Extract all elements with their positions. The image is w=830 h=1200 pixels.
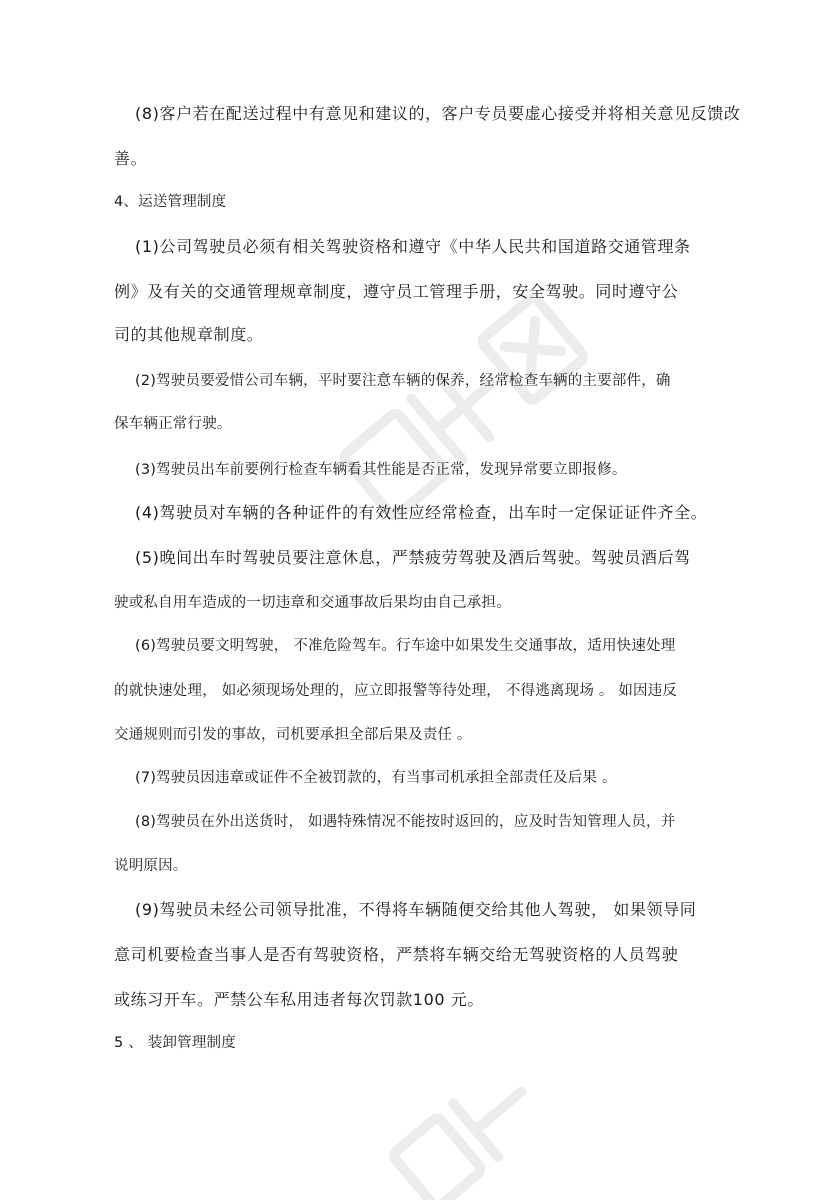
paragraph-line: 的就快速处理， 如必须现场处理的，应立即报警等待处理， 不得逃离现场 。 如因违反 [114, 683, 678, 699]
paragraph-line: 说明原因。 [114, 858, 188, 874]
paragraph-line: (5)晚间出车时驾驶员要注意休息，严禁疲劳驾驶及酒后驾驶。驾驶员酒后驾 [135, 548, 691, 567]
paragraph-line: (3)驾驶员出车前要例行检查车辆看其性能是否正常，发现异常要立即报修。 [135, 462, 627, 478]
paragraph-line: 保车辆正常行驶。 [114, 416, 232, 432]
paragraph-line: 善。 [114, 149, 148, 168]
paragraph-line: 例》及有关的交通管理规章制度，遵守员工管理手册，安全驾驶。同时遵守公 [114, 282, 679, 301]
paragraph-line: 交通规则而引发的事故，司机要承担全部后果及责任 。 [114, 727, 472, 743]
paragraph-line: (2)驾驶员要爱惜公司车辆，平时要注意车辆的保养，经常检查车辆的主要部件，确 [135, 373, 671, 389]
section-heading: 5 、 装卸管理制度 [114, 1035, 236, 1051]
paragraph-line: (7)驾驶员因违章或证件不全被罚款的，有当事司机承担全部责任及后果 。 [135, 770, 617, 786]
watermark-fragment-icon [360, 1040, 600, 1200]
paragraph-line: 或练习开车。严禁公车私用违者每次罚款100 元。 [114, 990, 485, 1009]
paragraph-line: (6)驾驶员要文明驾驶， 不准危险驾车。行车途中如果发生交通事故，适用快速处理 [135, 638, 676, 654]
paragraph-line: 意司机要检查当事人是否有驾驶资格，严禁将车辆交给无驾驶资格的人员驾驶 [114, 945, 679, 964]
section-heading: 4、运送管理制度 [114, 194, 227, 210]
paragraph-line: (9)驾驶员未经公司领导批准，不得将车辆随便交给其他人驾驶， 如果领导同 [135, 900, 697, 919]
paragraph-line: (8)驾驶员在外出送货时， 如遇特殊情况不能按时返回的，应及时告知管理人员，并 [135, 814, 676, 830]
paragraph-line: 司的其他规章制度。 [114, 325, 264, 344]
paragraph-line: (4)驾驶员对车辆的各种证件的有效性应经常检查，出车时一定保证证件齐全。 [135, 503, 708, 522]
paragraph-line: (8)客户若在配送过程中有意见和建议的，客户专员要虚心接受并将相关意见反馈改 [135, 104, 741, 123]
paragraph-line: 驶或私自用车造成的一切违章和交通事故后果均由自己承担。 [114, 595, 511, 611]
paragraph-line: (1)公司驾驶员必须有相关驾驶资格和遵守《中华人民共和国道路交通管理条 [135, 237, 691, 256]
